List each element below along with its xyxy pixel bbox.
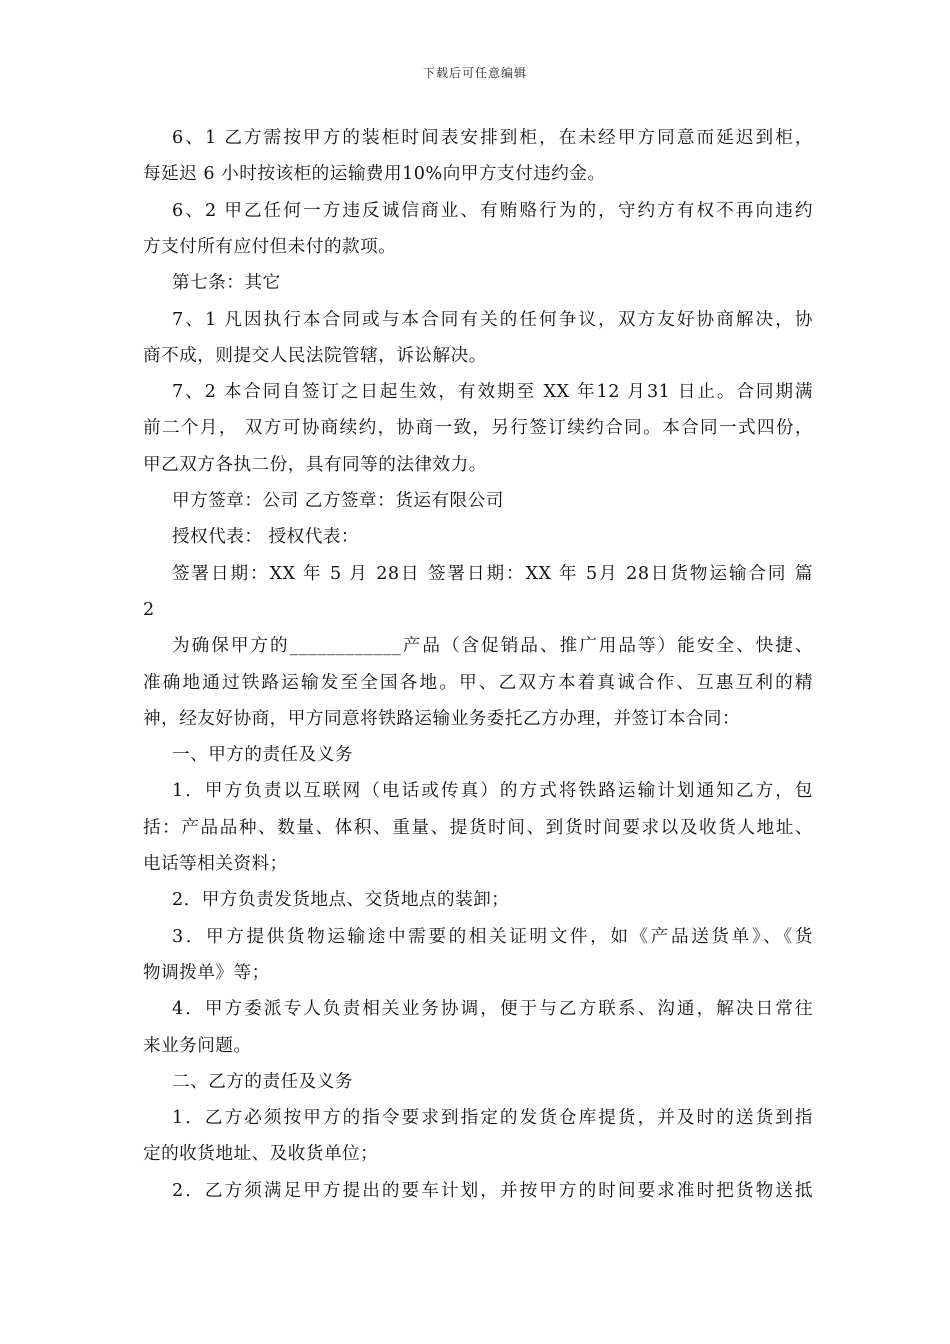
text-line: 3．甲方提供货物运输途中需要的相关证明文件，如《产品送货单》、《货 [172,926,813,947]
section-heading: 二、乙方的责任及义务 [172,1071,353,1092]
signature-date-line: 签署日期：XX 年 5 月 28日 签署日期：XX 年 5月 28日货物运输合同 篇 [172,563,813,584]
text-line: 定的收货地址、及收货单位； [143,1144,379,1165]
text-line: 6、2 甲乙任何一方违反诚信商业、有贿赂行为的，守约方有权不再向违约 [172,200,813,221]
text-line: 商不成，则提交人民法院管辖，诉讼解决。 [143,345,487,366]
text-line: 6、1 乙方需按甲方的装柜时间表安排到柜，在未经甲方同意而延迟到柜， [172,128,813,148]
text-line: 1．乙方必须按甲方的指令要求到指定的发货仓库提货，并及时的送货到指 [172,1108,813,1129]
text-line: 2 [143,599,155,620]
signature-line: 甲方签章：公司 乙方签章：货运有限公司 [172,491,504,511]
text-line: 2．乙方须满足甲方提出的要车计划，并按甲方的时间要求准时把货物送抵 [172,1180,813,1201]
header-note: 下载后可任意编辑 [422,66,527,80]
text-line: 为确保甲方的____________产品（含促销品、推广用品等）能安全、快捷、 [172,636,813,657]
text-line: 前二个月， 双方可协商续约，协商一致，另行签订续约合同。本合同一式四份， [143,418,813,439]
text-line: 4．甲方委派专人负责相关业务协调，便于与乙方联系、沟通，解决日常往 [172,999,813,1020]
signature-line: 授权代表： 授权代表： [172,527,360,548]
text-line: 神，经友好协商，甲方同意将铁路运输业务委托乙方办理，并签订本合同： [143,708,741,729]
text-line: 括：产品品种、数量、体积、重量、提货时间、到货时间要求以及收货人地址、 [143,817,813,838]
text-line: 每延迟 6 小时按该柜的运输费用10%向甲方支付违约金。 [143,164,606,185]
text-line: 甲乙双方各执二份，具有同等的法律效力。 [143,454,487,475]
text-line: 电话等相关资料； [143,854,288,874]
text-line: 1．甲方负责以互联网（电话或传真）的方式将铁路运输计划通知乙方，包 [172,781,813,802]
text-line: 7、1 凡因执行本合同或与本合同有关的任何争议，双方友好协商解决，协 [172,309,813,330]
text-line: 2．甲方负责发货地点、交货地点的装卸； [172,890,510,911]
text-line: 方支付所有应付但未付的款项。 [143,236,397,257]
text-line: 物调拨单》等； [143,962,270,983]
text-line: 7、2 本合同自签订之日起生效，有效期至 XX 年12 月31 日止。合同期满 [172,382,813,403]
section-heading: 第七条：其它 [172,273,281,294]
section-heading: 一、甲方的责任及义务 [172,745,353,766]
text-line: 来业务问题。 [143,1035,252,1056]
text-line: 准确地通过铁路运输发至全国各地。甲、乙双方本着真诚合作、互惠互利的精 [143,672,813,693]
